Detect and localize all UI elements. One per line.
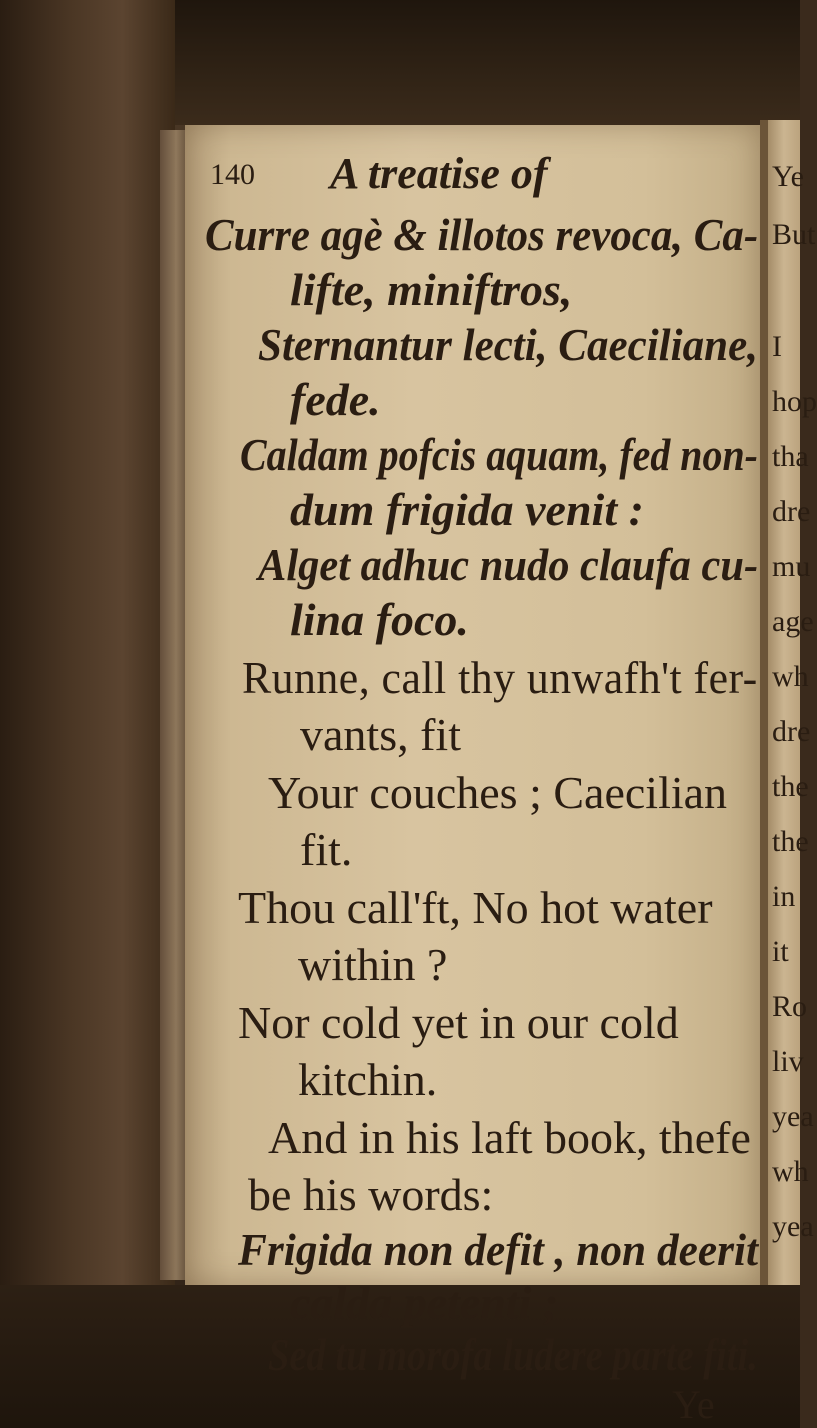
next-page-fragment: the (772, 770, 809, 803)
next-page-fragment: Ro (772, 990, 808, 1023)
book-binding (0, 0, 175, 1428)
text-line: fede. (290, 374, 381, 425)
text-line: Frigida non defit , non deerit (238, 1224, 759, 1275)
text-line: Sternantur lecti, Caeciliane, (258, 319, 758, 370)
running-title: A treatise of (330, 149, 548, 198)
next-page-fragment: liv (772, 1045, 804, 1078)
next-page-fragment: age (772, 605, 814, 638)
next-page-fragment: I (772, 330, 782, 363)
text-line: lina foco. (290, 594, 469, 645)
next-page-fragment: Ye (772, 160, 804, 193)
next-page-fragment: it (772, 935, 789, 968)
text-line: Curre agè & illotos revoca, Ca- (205, 209, 759, 260)
next-page-fragment: dre (772, 715, 811, 748)
text-line: be his words: (248, 1169, 494, 1220)
next-page-fragment: But (772, 218, 816, 251)
text-line: within ? (298, 939, 448, 990)
text-line: And in his laft book, thefe (268, 1112, 751, 1163)
page-number: 140 (210, 158, 255, 191)
next-page-fragment: wh (772, 1155, 809, 1188)
next-page-fragment: mu (772, 550, 811, 583)
next-page-fragment: yea (772, 1100, 814, 1133)
next-page-fragment: hop (772, 385, 817, 418)
text-line: lifte, miniftros, (290, 264, 573, 315)
next-page-fragment: yea (772, 1210, 814, 1243)
text-line: calda petenti ; (290, 1277, 559, 1328)
page-gutter (760, 120, 768, 1290)
text-line: Caldam pofcis aquam, fed non- (240, 429, 758, 480)
text-line: Nor cold yet in our cold (238, 997, 679, 1048)
text-line: dum frigida venit : (290, 484, 644, 535)
text-line: fit. (300, 824, 353, 875)
text-line: kitchin. (298, 1054, 438, 1105)
next-page-fragment: in (772, 880, 796, 913)
text-line: Thou call'ft, No hot water (238, 882, 713, 933)
next-page-fragment: tha (772, 440, 809, 473)
text-line: Alget adhuc nudo claufa cu- (258, 539, 759, 590)
next-page-fragment: wh (772, 660, 809, 693)
text-line: vants, fit (300, 709, 461, 760)
next-page-fragment: dre (772, 495, 811, 528)
catchword: Ye (672, 1382, 715, 1427)
text-line: Sed tu morofa ludere parte fiti. (268, 1329, 758, 1380)
next-page-fragment: the (772, 825, 809, 858)
text-line: Your couches ; Caecilian (268, 767, 728, 818)
text-line: Runne, call thy unwafh't fer- (242, 652, 758, 703)
